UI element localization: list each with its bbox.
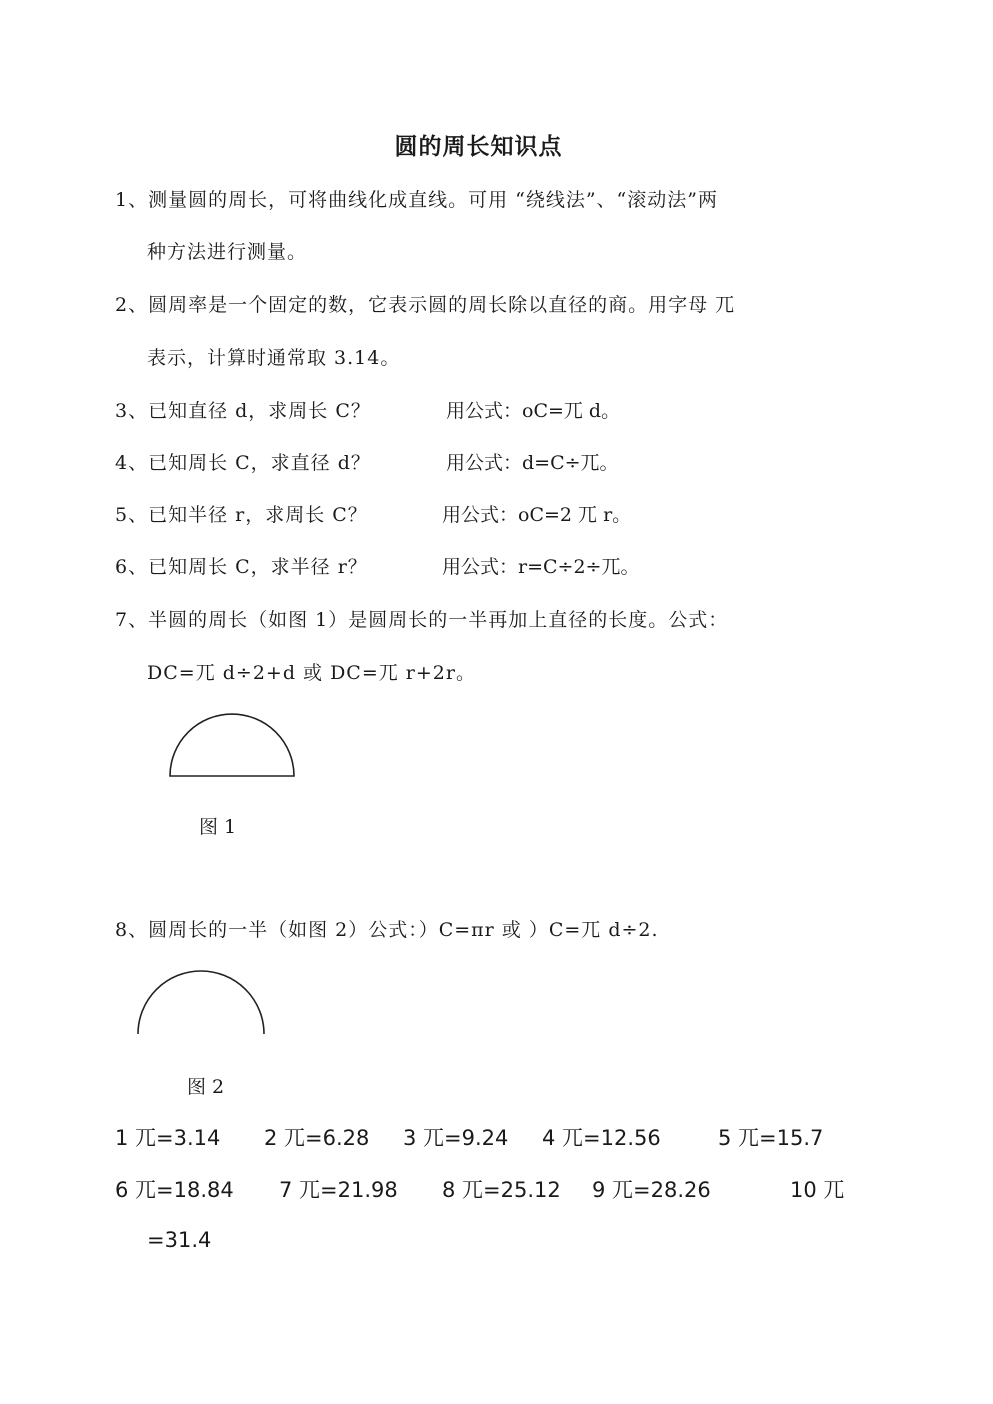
point-4-formula: 用公式：d=C÷兀。	[446, 452, 619, 474]
point-1-line-1: 1、测量圆的周长，可将曲线化成直线。可用 “绕线法”、“滚动法”两	[115, 189, 718, 211]
point-2-line-1: 2、圆周率是一个固定的数，它表示圆的周长除以直径的商。用字母 兀	[115, 294, 736, 316]
point-7-line-2: DC=兀 d÷2+d 或 DC=兀 r+2r。	[147, 662, 476, 684]
pi-multiple-5: 5 兀=15.7	[718, 1126, 824, 1150]
figure-1-caption: 图 1	[199, 816, 237, 838]
point-1-line-2: 种方法进行测量。	[147, 241, 308, 263]
point-2-line-2: 表示，计算时通常取 3.14。	[147, 347, 401, 369]
pi-multiple-10-value: =31.4	[147, 1228, 212, 1252]
point-3-question: 3、已知直径 d，求周长 C？	[115, 400, 371, 422]
point-5-question: 5、已知半径 r，求周长 C？	[115, 504, 368, 526]
figure-2-semicircle-arc	[130, 960, 275, 1040]
page-title: 圆的周长知识点	[394, 133, 563, 160]
pi-multiple-2: 2 兀=6.28	[264, 1126, 370, 1150]
point-5-formula: 用公式：oC=2 兀 r。	[442, 504, 632, 526]
point-7-line-1: 7、半圆的周长（如图 1）是圆周长的一半再加上直径的长度。公式：	[115, 609, 729, 631]
point-6-formula: 用公式：r=C÷2÷兀。	[442, 556, 640, 578]
pi-multiple-4: 4 兀=12.56	[542, 1126, 661, 1150]
figure-2-caption: 图 2	[187, 1076, 225, 1098]
pi-multiple-3: 3 兀=9.24	[403, 1126, 509, 1150]
pi-multiple-9: 9 兀=28.26	[592, 1178, 711, 1202]
pi-multiple-8: 8 兀=25.12	[442, 1178, 561, 1202]
point-3-formula: 用公式：oC=兀 d。	[446, 400, 621, 422]
point-4-question: 4、已知周长 C，求直径 d？	[115, 452, 371, 474]
pi-multiple-6: 6 兀=18.84	[115, 1178, 234, 1202]
point-8-line-1: 8、圆周长的一半（如图 2）公式：）C=πr 或 ）C=兀 d÷2.	[115, 919, 659, 941]
pi-multiple-10-label: 10 兀	[790, 1178, 845, 1202]
figure-1-semicircle-with-diameter	[160, 700, 310, 784]
pi-multiple-7: 7 兀=21.98	[279, 1178, 398, 1202]
point-6-question: 6、已知周长 C，求半径 r？	[115, 556, 368, 578]
pi-multiple-1: 1 兀=3.14	[115, 1126, 221, 1150]
